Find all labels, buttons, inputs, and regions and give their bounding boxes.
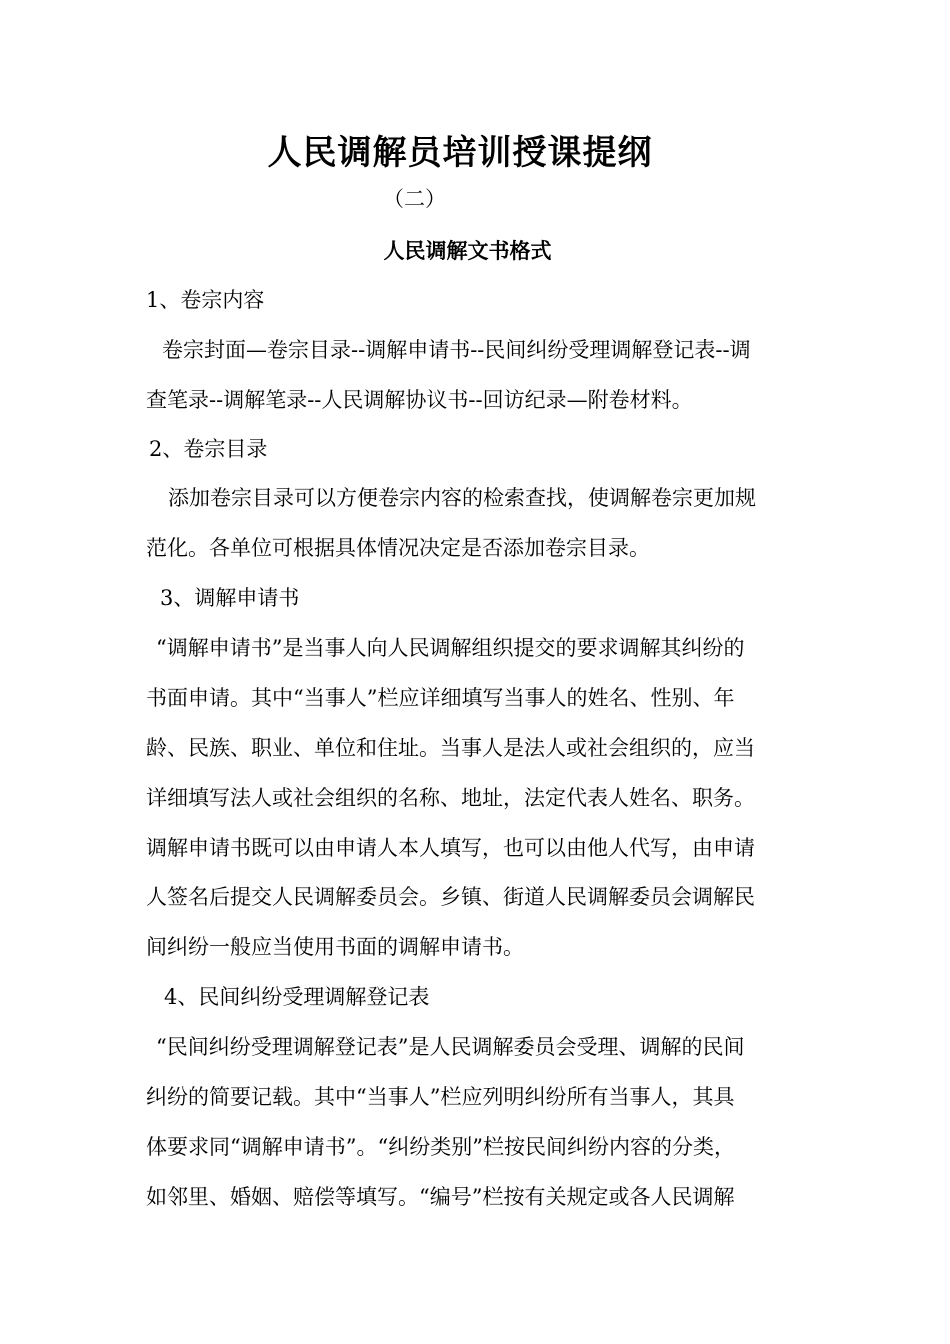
page-subtitle: （二） — [383, 187, 446, 211]
paragraph-line: 如邻里、婚姻、赔偿等填写。“编号”栏按有关规定或各人民调解 — [146, 1185, 735, 1209]
paragraph-line: 卷宗封面—卷宗目录--调解申请书--民间纠纷受理调解登记表--调 — [162, 338, 751, 362]
paragraph-line: 龄、民族、职业、单位和住址。当事人是法人或社会组织的，应当 — [146, 736, 755, 760]
paragraph-line: “调解申请书”是当事人向人民调解组织提交的要求调解其纠纷的 — [156, 636, 745, 660]
paragraph-line: “民间纠纷受理调解登记表”是人民调解委员会受理、调解的民间 — [156, 1035, 745, 1059]
paragraph-line: 书面申请。其中“当事人”栏应详细填写当事人的姓名、性别、年 — [146, 686, 735, 710]
heading-2: 2、卷宗目录 — [149, 437, 268, 461]
paragraph-line: 添加卷宗目录可以方便卷宗内容的检索查找，使调解卷宗更加规 — [168, 486, 756, 510]
paragraph-line: 调解申请书既可以由申请人本人填写，也可以由他人代写，由申请 — [146, 836, 755, 860]
page-title: 人民调解员培训授课提纲 — [267, 133, 653, 173]
section-title: 人民调解文书格式 — [383, 238, 552, 263]
heading-4: 4、民间纠纷受理调解登记表 — [164, 985, 430, 1009]
paragraph-line: 间纠纷一般应当使用书面的调解申请书。 — [146, 935, 524, 959]
paragraph-line: 详细填写法人或社会组织的名称、地址，法定代表人姓名、职务。 — [146, 786, 755, 810]
paragraph-line: 体要求同“调解申请书”。“纠纷类别”栏按民间纠纷内容的分类， — [146, 1135, 735, 1159]
heading-1: 1、卷宗内容 — [146, 288, 265, 312]
paragraph-line: 查笔录--调解笔录--人民调解协议书--回访纪录—附卷材料。 — [146, 388, 693, 412]
paragraph-line: 人签名后提交人民调解委员会。乡镇、街道人民调解委员会调解民 — [146, 885, 755, 909]
paragraph-line: 范化。各单位可根据具体情况决定是否添加卷宗目录。 — [146, 536, 650, 560]
paragraph-line: 纠纷的简要记载。其中“当事人”栏应列明纠纷所有当事人，其具 — [146, 1085, 735, 1109]
heading-3: 3、调解申请书 — [160, 586, 300, 610]
